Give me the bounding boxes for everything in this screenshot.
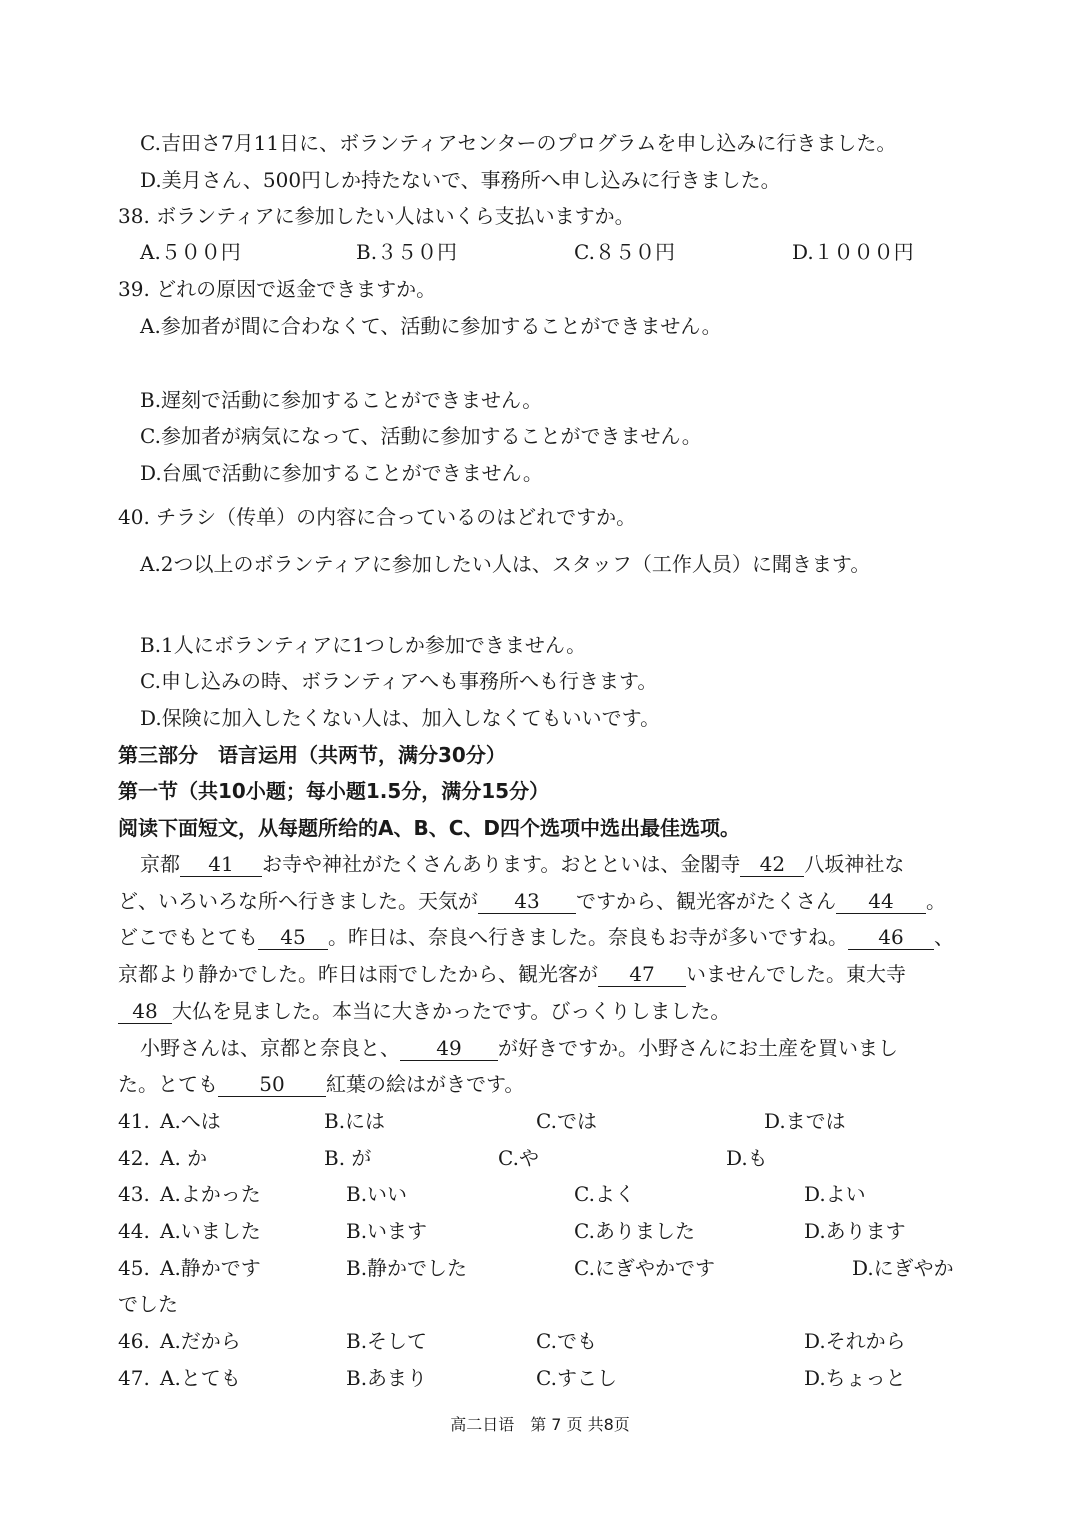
passage-text: た。とても xyxy=(118,1072,218,1096)
passage-line-4 xyxy=(118,959,1010,989)
option-d-continuation: でした xyxy=(118,1292,178,1316)
q39-option-a: A.参加者が間に合わなくて、活動に参加することができません。 xyxy=(140,314,722,338)
option-c: C.にぎやかです xyxy=(574,1256,715,1280)
options-row xyxy=(118,1143,1010,1173)
q40-option-d: D.保険に加入したくない人は、加入しなくてもいいです。 xyxy=(140,706,661,730)
option-c: C.では xyxy=(536,1109,597,1133)
passage-line-6 xyxy=(140,1033,1010,1063)
options-row xyxy=(118,1216,1010,1246)
q37-option-d: D.美月さん、500円しか持たないで、事務所へ申し込みに行きました。 xyxy=(140,168,781,192)
passage-text: 小野さんは、京都と奈良と、 xyxy=(140,1036,400,1060)
blank-42: 42 xyxy=(740,852,804,877)
blank-49: 49 xyxy=(400,1036,498,1061)
passage-text: 大仏を見ました。本当に大きかったです。びっくりしました。 xyxy=(172,999,731,1023)
options-row xyxy=(118,1326,1010,1356)
q38-option-a: A.５００円 xyxy=(140,240,241,264)
blank-43: 43 xyxy=(478,889,576,914)
blank-44: 44 xyxy=(836,889,926,914)
passage-line-1 xyxy=(140,849,1010,879)
passage-text: 、 xyxy=(934,925,954,949)
option-b: B.いい xyxy=(346,1182,408,1206)
q38-option-b: B.３５０円 xyxy=(356,240,458,264)
q39-option-c: C.参加者が病気になって、活動に参加することができません。 xyxy=(140,424,702,448)
passage-text: 京都より静かでした。昨日は雨でしたから、観光客が xyxy=(118,962,598,986)
q40-question: 40. チラシ（传单）の内容に合っているのはどれですか。 xyxy=(118,505,637,529)
question-number: 43. xyxy=(118,1182,150,1206)
q39-question: 39. どれの原因で返金できますか。 xyxy=(118,277,437,301)
q38-question: 38. ボランティアに参加したい人はいくら支払いますか。 xyxy=(118,204,635,228)
passage-text: が好きですか。小野さんにお土産を買いまし xyxy=(498,1036,898,1060)
options-row xyxy=(118,1179,1010,1209)
option-d: D.も xyxy=(726,1146,768,1170)
instruction: 阅读下面短文，从每题所给的A、B、C、D四个选项中选出最佳选项。 xyxy=(118,816,741,840)
option-c: C.よく xyxy=(574,1182,635,1206)
passage-line-5 xyxy=(118,996,1010,1026)
option-d: D.にぎやか xyxy=(852,1256,954,1280)
options-row xyxy=(118,1253,1010,1283)
blank-48: 48 xyxy=(118,999,172,1024)
passage-line-2 xyxy=(118,886,1010,916)
option-a: A.いました xyxy=(160,1219,261,1243)
option-a: A. か xyxy=(160,1146,208,1170)
option-c: C.ありました xyxy=(574,1219,695,1243)
passage-text: 八坂神社な xyxy=(804,852,905,876)
blank-46: 46 xyxy=(848,925,934,950)
option-a: A.よかった xyxy=(160,1182,261,1206)
blank-41: 41 xyxy=(180,852,262,877)
option-b: B.静かでした xyxy=(346,1256,468,1280)
option-a: A.とても xyxy=(160,1366,241,1390)
option-d: D.よい xyxy=(804,1182,866,1206)
option-d: D.あります xyxy=(804,1219,906,1243)
question-number: 46. xyxy=(118,1329,150,1353)
passage-text: 。昨日は、奈良へ行きました。奈良もお寺が多いですね。 xyxy=(328,925,848,949)
q39-option-d: D.台風で活動に参加することができません。 xyxy=(140,461,543,485)
blank-50: 50 xyxy=(218,1072,326,1097)
options-row xyxy=(118,1363,1010,1393)
question-number: 45. xyxy=(118,1256,150,1280)
q39-option-b: B.遅刻で活動に参加することができません。 xyxy=(140,388,543,412)
option-d: D.までは xyxy=(764,1109,846,1133)
passage-text: 京都 xyxy=(140,852,180,876)
question-number: 47. xyxy=(118,1366,150,1390)
option-b: B. が xyxy=(324,1146,372,1170)
passage-text: いませんでした。東大寺 xyxy=(686,962,906,986)
passage-text: ど、いろいろな所へ行きました。天気が xyxy=(118,889,478,913)
passage-line-7 xyxy=(118,1069,1010,1099)
question-number: 44. xyxy=(118,1219,150,1243)
option-b: B.あまり xyxy=(346,1366,428,1390)
blank-45: 45 xyxy=(258,925,328,950)
question-number: 42. xyxy=(118,1146,150,1170)
section1-heading: 第一节（共10小题；每小题1.5分，满分15分） xyxy=(118,779,550,803)
q38-option-d: D.１０００円 xyxy=(792,240,914,264)
option-a: A.へは xyxy=(160,1109,221,1133)
q38-options xyxy=(118,237,1010,267)
option-b: B.そして xyxy=(346,1329,428,1353)
q40-option-a: A.2つ以上のボランティアに参加したい人は、スタッフ（工作人员）に聞きます。 xyxy=(140,552,871,576)
option-a: A.静かです xyxy=(160,1256,261,1280)
passage-text: 。 xyxy=(926,889,946,913)
passage-line-3 xyxy=(118,922,1010,952)
q40-option-c: C.申し込みの時、ボランティアへも事務所へも行きます。 xyxy=(140,669,658,693)
part3-heading: 第三部分 语言运用（共两节，满分30分） xyxy=(118,743,506,767)
q37-option-c: C.吉田さ7月11日に、ボランティアセンターのプログラムを申し込みに行きました。 xyxy=(140,131,897,155)
passage-text: ですから、観光客がたくさん xyxy=(576,889,836,913)
option-a: A.だから xyxy=(160,1329,241,1353)
option-b: B.には xyxy=(324,1109,386,1133)
page-footer: 高二日语 第 7 页 共8页 xyxy=(450,1415,630,1434)
q38-option-c: C.８５０円 xyxy=(574,240,675,264)
options-row xyxy=(118,1106,1010,1136)
option-c: C.すこし xyxy=(536,1366,617,1390)
option-d: D.それから xyxy=(804,1329,906,1353)
option-c: C.でも xyxy=(536,1329,597,1353)
question-number: 41. xyxy=(118,1109,150,1133)
passage-text: お寺や神社がたくさんあります。おとといは、金閣寺 xyxy=(262,852,741,876)
option-c: C.や xyxy=(498,1146,539,1170)
passage-text: どこでもとても xyxy=(118,925,258,949)
option-d: D.ちょっと xyxy=(804,1366,906,1390)
option-b: B.います xyxy=(346,1219,428,1243)
q40-option-b: B.1人にボランティアに1つしか参加できません。 xyxy=(140,633,587,657)
passage-text: 紅葉の絵はがきです。 xyxy=(326,1072,525,1096)
blank-47: 47 xyxy=(598,962,686,987)
